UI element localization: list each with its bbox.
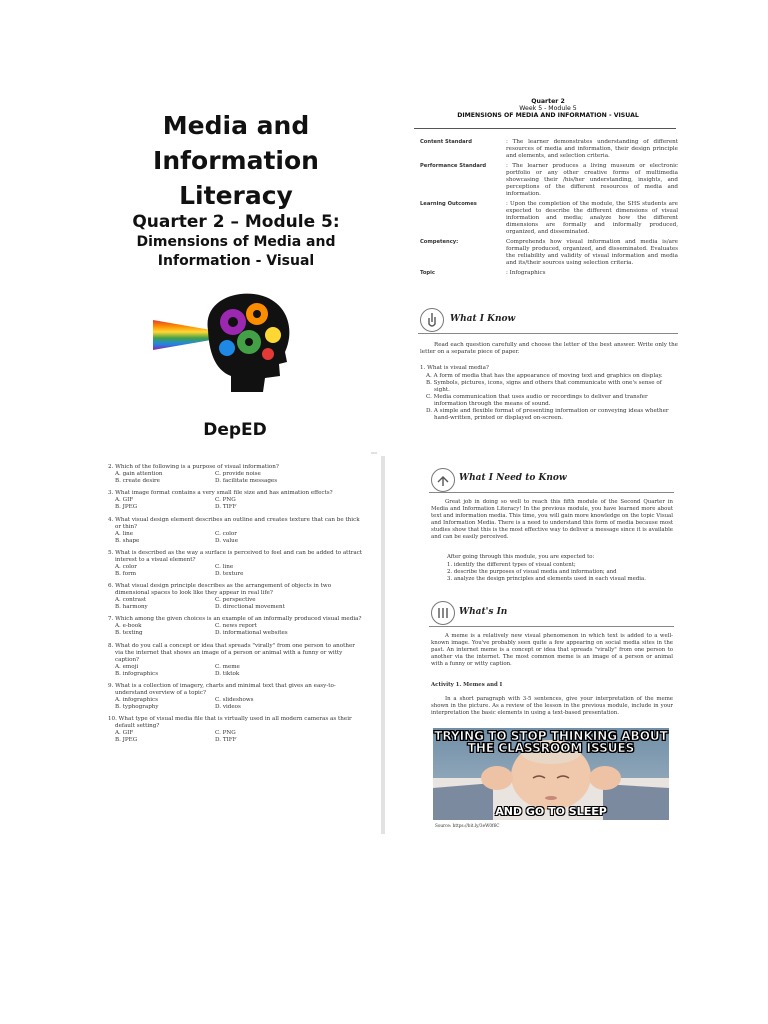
cover-subtitle-line2: Information - Visual (157, 253, 315, 269)
question-block (108, 683, 363, 711)
objectives-list (447, 562, 673, 583)
option-row (108, 597, 363, 604)
answer-option: B. JPEG (115, 737, 138, 744)
header-rule (414, 128, 676, 129)
what-i-know-instructions: Read each question carefully and choose the letter of the best answer. Write only the letter on a separate piece of paper. (420, 342, 678, 355)
answer-option: D. facilitate messages (215, 478, 278, 484)
answer-option: D. videos (215, 704, 241, 711)
option-row (108, 538, 363, 545)
standard-label: Learning Outcomes (420, 201, 477, 207)
answer-option: C. news report (215, 623, 257, 630)
page2-header-week: Week 5 - Module 5 (519, 105, 577, 112)
objectives-intro: After going through this module, you are expected to: (447, 554, 595, 560)
question-text: 6. What visual design principle describes as the arrangement of objects in two dimensional spaces to look like they appear in real life? (108, 583, 332, 597)
questions-page (95, 456, 377, 834)
standard-row (420, 139, 678, 160)
option-row (108, 504, 363, 511)
option-row (108, 671, 363, 678)
section-rule (418, 333, 678, 334)
standard-label: Competency: (420, 239, 459, 245)
section-rule (429, 492, 674, 493)
question-block (108, 464, 363, 485)
deped-logo (175, 420, 295, 440)
page2-header-title: DIMENSIONS OF MEDIA AND INFORMATION - VISUAL (457, 112, 639, 119)
answer-option: D. informational websites (215, 630, 288, 637)
standards-table (420, 139, 678, 280)
section-rule (429, 626, 674, 627)
question-block (108, 616, 363, 637)
answer-option: A. color (115, 563, 137, 570)
question-text: 9. What is a collection of imagery, charts and minimal text that gives an easy-to-understand overview of a topic? (108, 683, 336, 697)
answer-option: D. TIFF (215, 737, 237, 744)
option-row (108, 531, 363, 538)
question-text: 3. What image format contains a very small file size and has animation effects? (108, 490, 333, 497)
question-block (108, 550, 363, 578)
question-1-options (426, 373, 678, 422)
option-row (108, 623, 363, 630)
answer-option: D. TIFF (215, 504, 237, 511)
answer-option: D. texture (215, 570, 244, 577)
meme-paragraph: A meme is a relatively new visual phenomenon in which text is added to a well-known image. You've probably seen quite a few appearing on social media sites in the past. An internet meme is a concept or idea that spreads "virally" from one person to another via the internet. The most common meme is an image of a person or animal with a funny or witty caption. (431, 633, 673, 667)
question-text: 5. What is described as the way a surface is perceived to feel and can be added to attract interest to a visual element? (108, 549, 363, 563)
standard-text: Comprehends how visual information and media is/are formally produced, organized, and disseminated. Evaluates the reliability and validity of visual information and media and its/their sources using selection criteria. (506, 239, 678, 266)
answer-option: A. A form of media that has the appearance of moving text and graphics on display. (426, 373, 663, 379)
questions-list (108, 464, 363, 750)
option-row (108, 737, 363, 744)
option-row (108, 604, 363, 611)
standard-label: Performance Standard (420, 163, 487, 169)
answer-option: C. slideshows (215, 697, 254, 704)
answer-option: A. GIF (115, 730, 134, 737)
option-row (108, 730, 363, 737)
option-row (108, 497, 363, 504)
question-text: 10. What type of visual media file that is virtually used in all modern cameras as their default setting? (108, 716, 352, 730)
answer-option: D. value (215, 537, 239, 544)
answer-option: C. Media communication that uses audio or recordings to deliver and transfer information through the means of sound. (426, 394, 648, 407)
question-text: 4. What visual design element describes an outline and creates texture that can be thick or thin? (108, 516, 360, 530)
objective-item: 1. identify the different types of visual content; (447, 562, 576, 568)
standard-text: : Infographics (506, 270, 546, 276)
question-block (108, 716, 363, 744)
what-i-need-to-know-title: What I Need to Know (459, 473, 567, 483)
deped-logo-text: DepED (203, 420, 267, 440)
answer-option: A. GIF (115, 497, 134, 504)
answer-option: B. form (115, 570, 137, 577)
answer-option: A. gain attention (115, 471, 163, 477)
answer-option: C. color (215, 530, 237, 537)
answer-option: A. contrast (115, 597, 147, 604)
answer-option: C. PNG (215, 497, 236, 504)
option-row (108, 664, 363, 671)
standard-label: Topic (420, 270, 435, 276)
head-gears-icon (153, 290, 303, 400)
standard-row (420, 201, 678, 236)
cover-subtitle: Quarter 2 – Module 5: (132, 212, 340, 232)
answer-option: D. directional movement (215, 604, 285, 611)
option-row (108, 564, 363, 571)
activity-paragraph: In a short paragraph with 3-5 sentences, give your interpretation of the meme shown in the picture. As a review of the lesson in the previous module, include in your interpretation the basic elements in using a text-based presentation. (431, 696, 673, 716)
standard-text: : Upon the completion of the module, the SHS students are expected to describe the different dimensions of visual information and media; analyze how the different dimensions are formally and informally produced, organized, and disseminated. (506, 201, 678, 235)
answer-option: B. texting (115, 630, 143, 637)
answer-option: A. infographics (115, 697, 158, 704)
whats-in-icon (431, 601, 455, 625)
question-1: 1. What is visual media? (420, 365, 489, 371)
answer-option: A. line (115, 530, 134, 537)
page2-header-quarter: Quarter 2 (531, 98, 565, 105)
option-row (108, 471, 363, 478)
answer-option: B. create desire (115, 478, 160, 484)
standard-text: : The learner produces a living museum or electronic portfolio or any other creative forms of multimedia showcasing their /his/her understanding, insights, and perceptions of the different resources of media and information. (506, 163, 678, 197)
answer-option: B. harmony (115, 604, 148, 611)
question-text: 2. Which of the following is a purpose of visual information? (108, 464, 279, 470)
question-block (108, 517, 363, 545)
cover-title-line2: Information (153, 146, 319, 175)
what-i-know-title: What I Know (450, 314, 516, 324)
standards-page (412, 90, 684, 452)
answer-option: D. A simple and flexible format of presenting information or conveying ideas whether hand-written, printed or displayed on-screen. (426, 408, 669, 421)
answer-option: B. shape (115, 537, 140, 544)
answer-option: A. emoji (115, 663, 139, 670)
meme-bottom-caption: AND GO TO SLEEP (495, 805, 607, 818)
standard-label: Content Standard (420, 139, 472, 145)
answer-option: A. e-book (115, 623, 142, 630)
option-row (108, 697, 363, 704)
activity-title: Activity 1. Memes and I (431, 682, 503, 688)
cover-title-line1: Media and (162, 111, 310, 140)
question-block (108, 490, 363, 511)
question-block (108, 643, 363, 678)
answer-option: C. meme (215, 663, 240, 670)
answer-option: B. typhography (115, 704, 159, 711)
standard-row (420, 163, 678, 198)
what-i-need-to-know-icon (431, 468, 455, 492)
image-source: Source: https://bit.ly/3eW0f6C (435, 823, 500, 828)
answer-option: D. tiktok (215, 670, 240, 677)
question-text: 8. What do you call a concept or idea that spreads "virally" from one person to another via the internet that shows an image of a person or animal with a funny or witty caption? (108, 642, 355, 663)
answer-option: B. JPEG (115, 504, 138, 511)
standard-row (420, 239, 678, 267)
answer-option: B. infographics (115, 670, 159, 677)
option-row (108, 478, 363, 485)
whats-in-title: What's In (459, 607, 508, 617)
standard-text: : The learner demonstrates understanding of different resources of media and information, their design principle and elements, and selection criteria. (506, 139, 678, 159)
question-block (108, 583, 363, 611)
answer-option: B. Symbols, pictures, icons, signs and others that communicate with one's sense of sight. (426, 380, 662, 393)
option-row (108, 630, 363, 637)
option-row (108, 704, 363, 711)
answer-option: C. line (215, 563, 234, 570)
objective-item: 3. analyze the design principles and elements used in each visual media. (447, 576, 646, 582)
cover-page (95, 90, 377, 452)
cover-title-line3: Literacy (179, 181, 293, 210)
option-row (108, 571, 363, 578)
need-to-know-paragraph: Great job in doing so well to reach this fifth module of the Second Quarter in Media and Information Literacy! In the previous module, you have learned more about text and information media. This time, you will gain more knowledge on the topic Visual and Information Media. There is a need to understand this form of media because most studies show that this is the most effective way to deliver a message since it is available and can be easily perceived. (431, 499, 673, 540)
what-i-know-icon (420, 308, 444, 332)
standard-row (420, 270, 678, 277)
cover-subtitle-line1: Dimensions of Media and (136, 234, 336, 250)
answer-option: C. provide noise (215, 471, 261, 477)
objective-item: 2. describe the purposes of visual media and information; and (447, 569, 617, 575)
answer-option: C. perspective (215, 597, 256, 604)
meme-top-caption: TRYING TO STOP THINKING ABOUT THE CLASSROOM ISSUES (434, 729, 668, 755)
meme-image (433, 728, 669, 820)
answer-option: C. PNG (215, 730, 236, 737)
question-text: 7. Which among the given choices is an example of an informally produced visual media? (108, 616, 362, 623)
